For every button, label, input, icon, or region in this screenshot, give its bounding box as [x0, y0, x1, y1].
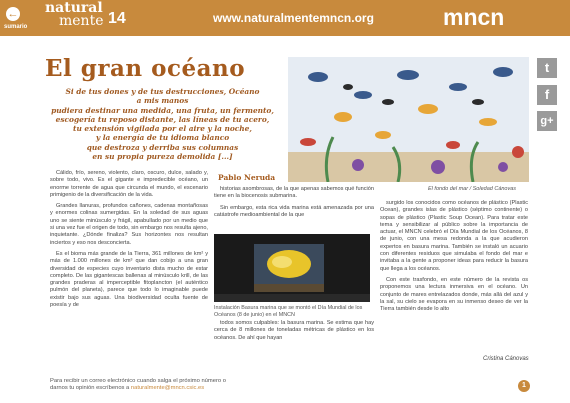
twitter-icon[interactable]: t — [537, 58, 557, 78]
paragraph: Es el bioma más grande de la Tierra, 361 millones de km² y más de 1.000 millones de km³ que dan cobijo a una gran diversidad de especies cuyo inventario dista mucho de estar completo. De las gigantescas ballenas al minúsculo krill, de las grandes praderas al imperceptible fitoplancton (el auténtico pulmón del planeta), parece que todo lo imaginable puede existir bajo sus aguas. Una biodiversidad oculta fuente de poesía y de — [50, 250, 208, 309]
aquarium-photo-graphic — [214, 234, 370, 302]
paragraph: Cálido, frío, sereno, violento, claro, oscuro, dulce, salado y, sobre todo, vivo. Es el gigante e impredecible océano, un enorme torrente de agua que circunda el mundo, el escenario primigenio de la diversificación de la vida. — [50, 170, 208, 198]
poem-line: pudiera destinar una medida, una fruta, un fermento, — [51, 105, 274, 115]
paragraph: todos somos culpables: la basura marina. Se estima que hay cerca de 8 millones de toneladas métricas de plástico en los océanos. De ahí que hayan — [214, 320, 374, 341]
paragraph: historias asombrosas, de la que apenas sabemos qué función tiene en la biocenosis submarina. — [214, 186, 374, 200]
article-signature: Cristina Cánovas — [483, 356, 529, 362]
poem-line: Si de tus dones y de tus destrucciones, Océano — [65, 87, 260, 96]
poem-line: en su propia pureza demolida [...] — [92, 152, 233, 162]
article-column-3 — [380, 200, 528, 317]
footer-text: Para recibir un correo electrónico cuando salga el próximo número o — [50, 378, 226, 384]
footer-text-prefix: darnos tu opinión escríbenos a — [50, 385, 131, 392]
issue-number: 14 — [108, 10, 126, 27]
article-column-2-continued — [214, 320, 374, 346]
logo-line1: natural — [45, 0, 103, 16]
article-title: El gran océano — [45, 55, 246, 82]
logo[interactable] — [45, 2, 104, 28]
paragraph: Grandes llanuras, profundos cañones, cadenas montañosas y enormes colinas sumergidas. En la soledad de sus aguas uno se siente minúsculo y frágil, apabullado por un medio que si una vez fue el origen de todo, sin embargo nos resulta ajeno, inquietante. ¿Dónde finaliza? Sus horizontes nos resultan inciertos y eso nos desconcierta. — [50, 203, 208, 246]
article-column-1 — [50, 170, 208, 313]
mncn-logo[interactable] — [443, 4, 504, 31]
site-url-link[interactable]: www.naturalmentemncn.org — [213, 11, 374, 25]
photo-caption: Instalación Basura marina que se montó el Día Mundial de los Océanos (8 de junio) en el MNCN — [214, 305, 363, 318]
paragraph: surgido los conocidos como océanos de plástico (Plastic Ocean), grandes islas de plástico (séptimo continente) o sopas de plástico (Plastic Soup Ocean). Para tratar este tema y sensibilizar al público sobre la importancia de actuar, el MNCN celebró el Día Mundial de los Océanos, 8 de junio, con una mesa redonda a la que acudieron expertos en basura marina. También se instaló un acuario con diferentes residuos que simulaba el fondo del mar e invitaba a la gente a proponer ideas para reducir la basura que llega a los océanos. — [380, 200, 528, 272]
contact-email-link[interactable]: naturalmente@mncn.csic.es — [130, 385, 205, 392]
sumario-link[interactable]: sumario — [4, 24, 28, 30]
seabed-painting — [288, 57, 529, 182]
poem-line: que destroza y derriba sus columnas — [86, 142, 239, 152]
poem-line: escogería tu reposo distante, las líneas de tu acero, — [55, 114, 270, 124]
page-number: 1 — [518, 380, 530, 392]
poem-line: tu extensión vigilada por el aire y la noche, — [73, 124, 252, 134]
back-arrow-icon[interactable]: ← — [7, 8, 19, 20]
poem-author: Pablo Neruda — [218, 173, 276, 182]
paragraph: Sin embargo, esta rica vida marina está amenazada por una catástrofe medioambiental de la que — [214, 204, 374, 218]
header-bar — [0, 0, 570, 36]
logo-line2: mente — [59, 13, 104, 29]
footer-text-2 — [50, 385, 226, 392]
seabed-illustration — [288, 57, 529, 182]
aquarium-photo — [214, 234, 370, 302]
mncn-text: mncn — [443, 4, 505, 30]
poem-line: a mis manos — [136, 96, 189, 106]
googleplus-icon[interactable]: g+ — [537, 111, 557, 131]
footer — [50, 378, 226, 393]
article-column-2 — [214, 186, 374, 223]
paragraph: Con este trasfondo, en este número de la revista os proponemos una lectura inmersiva en el océano. Un conjunto de mares entrelazados donde, más allá del azul y la sal, su cielo se evapora en su inmenso deseo de ver la Tierra también desde lo alto — [380, 276, 528, 313]
image-caption: El fondo del mar / Soledad Cánovas — [428, 186, 517, 192]
facebook-icon[interactable]: f — [537, 85, 557, 105]
poem-line: y la energía de tu idioma blanco — [95, 133, 230, 143]
poem — [45, 87, 280, 161]
